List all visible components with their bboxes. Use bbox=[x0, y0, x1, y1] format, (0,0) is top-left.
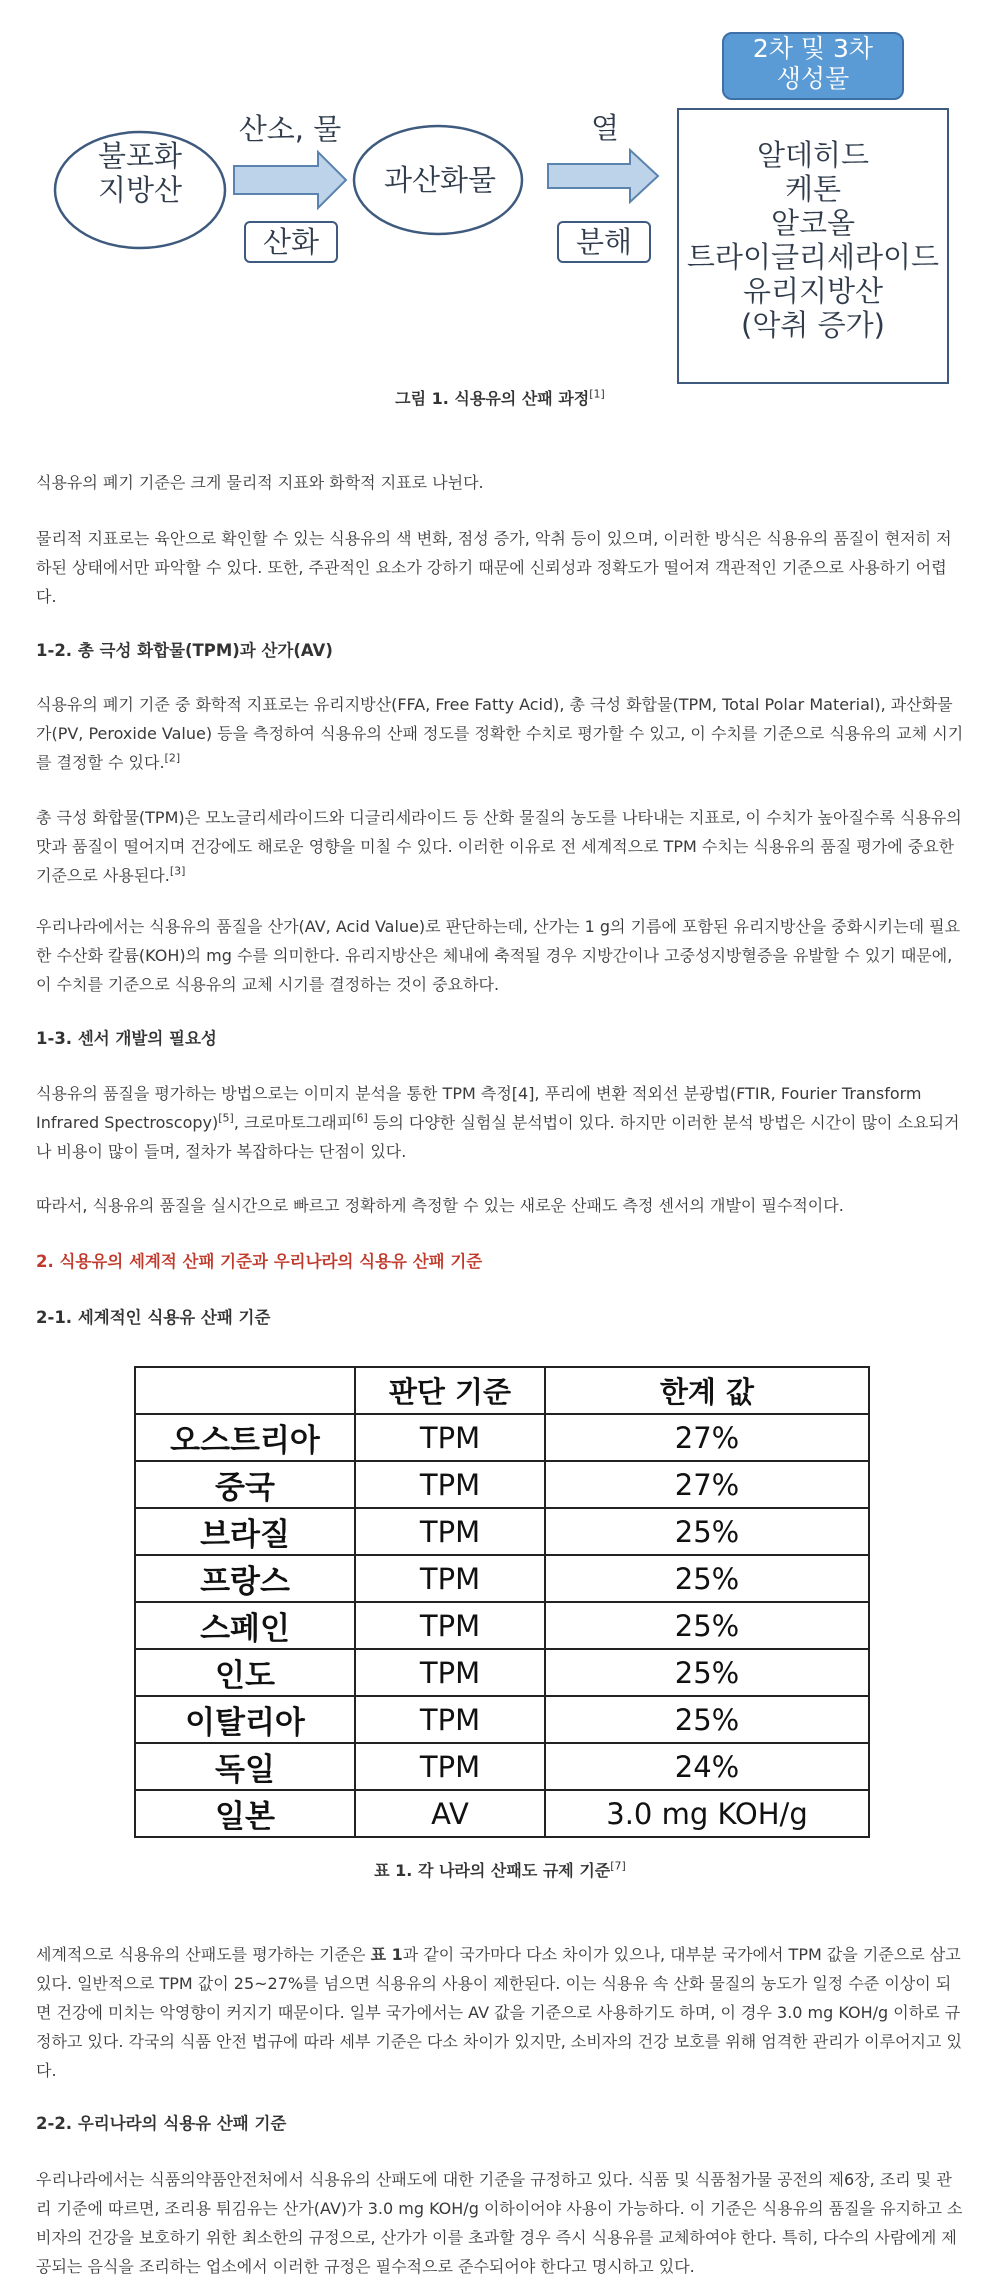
figure-caption bbox=[0, 386, 1000, 409]
p4-text: 총 극성 화합물(TPM)은 모노글리세라이드와 디글리세라이드 등 산화 물질의 농도를 나타내는 지표로, 이 수치가 높아질수록 식용유의 맛과 품질이 떨어지며 건강에도 해로운 영향을 미칠 수 있다. 이러한 이유로 전 세계적으로 TPM 수치는 식용유의 품질 평가에 중요한 기준으로 사용된다. bbox=[36, 808, 962, 885]
heading-2: 2. 식용유의 세계적 산패 기준과 우리나라의 식용유 산패 기준 bbox=[36, 1252, 483, 1271]
table-row bbox=[135, 1696, 869, 1743]
table-cell-limit: 24% bbox=[545, 1743, 869, 1790]
figure-caption-text: 그림 1. 식용유의 산패 과정 bbox=[395, 389, 590, 408]
table-cell-criterion: TPM bbox=[355, 1602, 545, 1649]
table-cell-limit: 25% bbox=[545, 1602, 869, 1649]
table-header-row bbox=[135, 1367, 869, 1414]
table-header-limit: 한계 값 bbox=[545, 1367, 869, 1414]
product-aldehyde: 알데히드 bbox=[756, 138, 870, 172]
oxidation-process-diagram bbox=[0, 0, 1000, 400]
product-alcohol: 알코올 bbox=[770, 206, 856, 240]
paragraph-global-standards bbox=[36, 1940, 966, 2085]
table-cell-limit: 27% bbox=[545, 1414, 869, 1461]
table-cell-country: 중국 bbox=[135, 1461, 355, 1508]
paragraph-tpm bbox=[36, 803, 966, 890]
p6-text-c: 등의 다양한 실험실 분석법이 있다. 하지만 이러한 분석 방법은 시간이 많이 소요되거나 비용이 많이 들며, 절차가 복잡하다는 단점이 있다. bbox=[36, 1113, 960, 1161]
table-cell-country: 프랑스 bbox=[135, 1555, 355, 1602]
table-caption-text: 표 1. 각 나라의 산패도 규제 기준 bbox=[374, 1861, 611, 1880]
decomposition-arrow bbox=[548, 150, 658, 202]
product-odor-note: (악취 증가) bbox=[741, 308, 885, 342]
heading-2-1: 2-1. 세계적인 식용유 산패 기준 bbox=[36, 1308, 271, 1327]
product-free-fatty-acid: 유리지방산 bbox=[742, 274, 884, 308]
table-row bbox=[135, 1461, 869, 1508]
table-cell-country: 오스트리아 bbox=[135, 1414, 355, 1461]
badge-line2: 생성물 bbox=[776, 64, 850, 93]
table-cell-criterion: TPM bbox=[355, 1649, 545, 1696]
table-cell-limit: 25% bbox=[545, 1555, 869, 1602]
product-triglyceride: 트라이글리세라이드 bbox=[686, 240, 940, 274]
p6-ref2: [6] bbox=[352, 1111, 368, 1125]
p3-ref: [2] bbox=[164, 751, 181, 765]
oxidation-arrow bbox=[234, 152, 346, 208]
oxygen-water-label: 산소, 물 bbox=[238, 112, 342, 146]
table-cell-criterion: TPM bbox=[355, 1508, 545, 1555]
paragraph-korea-standards: 우리나라에서는 식품의약품안전처에서 식용유의 산패도에 대한 기준을 규정하고 있다. 식품 및 식품첨가물 공전의 제6장, 조리 및 관리 기준에 따르면, 조리용 튀김유는 산가(AV)가 3.0 mg KOH/g 이하이어야 사용이 가능하다. 이 기준은 식용유의 품질을 유지하고 소비자의 건강을 보호하기 위한 최소한의 규정으로, 산가가 이를 초과할 경우 즉시 식용유를 교체하여야 한다. 특히, 다수의 사람에게 제공되는 음식을 조리하는 업소에서 이러한 규정은 필수적으로 준수되어야 한다고 명시하고 있다. bbox=[36, 2170, 963, 2276]
heading-2-2: 2-2. 우리나라의 식용유 산패 기준 bbox=[36, 2114, 287, 2133]
p3-text: 식용유의 폐기 기준 중 화학적 지표로는 유리지방산(FFA, Free Fatty Acid), 총 극성 화합물(TPM, Total Polar Material), 과산화물가(PV, Peroxide Value) 등을 측정하여 식용유의 산패 정도를 정확한 수치로 평가할 수 있고, 이 수치를 기준으로 식용유의 교체 시기를 결정할 수 있다. bbox=[36, 695, 964, 772]
paragraph-disposal-criteria: 식용유의 폐기 기준은 크게 물리적 지표와 화학적 지표로 나뉜다. bbox=[36, 473, 484, 492]
table-row bbox=[135, 1602, 869, 1649]
table-cell-country: 인도 bbox=[135, 1649, 355, 1696]
p6-text-b: , 크로마토그래피 bbox=[233, 1113, 353, 1132]
table-cell-country: 스페인 bbox=[135, 1602, 355, 1649]
paragraph-acid-value: 우리나라에서는 식용유의 품질을 산가(AV, Acid Value)로 판단하는데, 산가는 1 g의 기름에 포함된 유리지방산을 중화시키는데 필요한 수산화 칼륨(KOH)의 mg 수를 의미한다. 유리지방산은 체내에 축적될 경우 지방간이나 고중성지방혈증을 유발할 수 있기 때문에, 이 수치를 기준으로 식용유의 교체 시기를 결정하는 것이 중요하다. bbox=[36, 917, 961, 994]
table-caption-ref: [7] bbox=[610, 1859, 626, 1873]
products-list bbox=[677, 138, 949, 342]
regulation-table bbox=[134, 1366, 870, 1838]
table-row bbox=[135, 1790, 869, 1837]
table-cell-limit: 3.0 mg KOH/g bbox=[545, 1790, 869, 1837]
table-header-country bbox=[135, 1367, 355, 1414]
badge-line1: 2차 및 3차 bbox=[752, 34, 874, 63]
table-cell-criterion: TPM bbox=[355, 1555, 545, 1602]
paragraph-analysis-methods bbox=[36, 1079, 966, 1166]
paragraph-chemical-indicators bbox=[36, 690, 966, 777]
decomposition-box: 분해 bbox=[557, 221, 651, 263]
table-row bbox=[135, 1555, 869, 1602]
product-ketone: 케톤 bbox=[784, 172, 842, 206]
table-cell-criterion: TPM bbox=[355, 1696, 545, 1743]
table-row bbox=[135, 1508, 869, 1555]
table-cell-criterion: TPM bbox=[355, 1461, 545, 1508]
stage1-line2: 지방산 bbox=[97, 173, 183, 207]
table-cell-criterion: TPM bbox=[355, 1414, 545, 1461]
table-cell-limit: 25% bbox=[545, 1696, 869, 1743]
table-row bbox=[135, 1414, 869, 1461]
p8-text-a: 세계적으로 식용유의 산패도를 평가하는 기준은 bbox=[36, 1945, 371, 1964]
table-caption bbox=[0, 1858, 1000, 1881]
table-cell-criterion: AV bbox=[355, 1790, 545, 1837]
table-row bbox=[135, 1743, 869, 1790]
table-cell-limit: 25% bbox=[545, 1508, 869, 1555]
secondary-products-badge bbox=[722, 32, 904, 100]
paragraph-physical-indicators: 물리적 지표로는 육안으로 확인할 수 있는 식용유의 색 변화, 점성 증가, 악취 등이 있으며, 이러한 방식은 식용유의 품질이 현저히 저하된 상태에서만 파악할 수 있다. 또한, 주관적인 요소가 강하기 때문에 신뢰성과 정확도가 떨어져 객관적인 기준으로 사용하기 어렵다. bbox=[36, 529, 952, 606]
stage1-line1: 불포화 bbox=[97, 139, 183, 173]
peroxide-label: 과산화물 bbox=[383, 163, 497, 197]
p6-text-a: 식용유의 품질을 평가하는 방법으로는 이미지 분석을 통한 TPM 측정[4], 푸리에 변환 적외선 분광법(FTIR, Fourier Transform Infrared Spectroscopy) bbox=[36, 1084, 922, 1132]
p4-ref: [3] bbox=[169, 864, 186, 878]
table-header-criterion: 판단 기준 bbox=[355, 1367, 545, 1414]
table-cell-criterion: TPM bbox=[355, 1743, 545, 1790]
p8-text-b: 과 같이 국가마다 다소 차이가 있으나, 대부분 국가에서 TPM 값을 기준으로 삼고 있다. 일반적으로 TPM 값이 25~27%를 넘으면 식용유의 사용이 제한된다. 이는 식용유 속 산화 물질의 농도가 일정 수준 이상이 되면 건강에 미치는 악영향이 커지기 때문이다. 일부 국가에서는 AV 값을 기준으로 사용하기도 하며, 이 경우 3.0 mg KOH/g 이하로 규정하고 있다. 각국의 식품 안전 법규에 따라 세부 기준은 다소 차이가 있지만, 소비자의 건강 보호를 위해 엄격한 관리가 이루어지고 있다. bbox=[36, 1945, 962, 2080]
unsaturated-fatty-acid-label bbox=[55, 139, 225, 207]
p6-ref1: [5] bbox=[218, 1111, 234, 1125]
table-cell-country: 독일 bbox=[135, 1743, 355, 1790]
table-cell-country: 브라질 bbox=[135, 1508, 355, 1555]
heading-1-3: 1-3. 센서 개발의 필요성 bbox=[36, 1029, 217, 1048]
figure-caption-ref: [1] bbox=[589, 387, 605, 401]
table-cell-country: 이탈리아 bbox=[135, 1696, 355, 1743]
paragraph-sensor-need: 따라서, 식용유의 품질을 실시간으로 빠르고 정확하게 측정할 수 있는 새로운 산패도 측정 센서의 개발이 필수적이다. bbox=[36, 1196, 844, 1215]
heading-1-2: 1-2. 총 극성 화합물(TPM)과 산가(AV) bbox=[36, 641, 333, 660]
table-cell-country: 일본 bbox=[135, 1790, 355, 1837]
oxidation-box: 산화 bbox=[244, 221, 338, 263]
table-cell-limit: 25% bbox=[545, 1649, 869, 1696]
table-cell-limit: 27% bbox=[545, 1461, 869, 1508]
table-row bbox=[135, 1649, 869, 1696]
heat-label: 열 bbox=[590, 111, 619, 145]
p8-table-ref: 표 1 bbox=[370, 1945, 403, 1964]
